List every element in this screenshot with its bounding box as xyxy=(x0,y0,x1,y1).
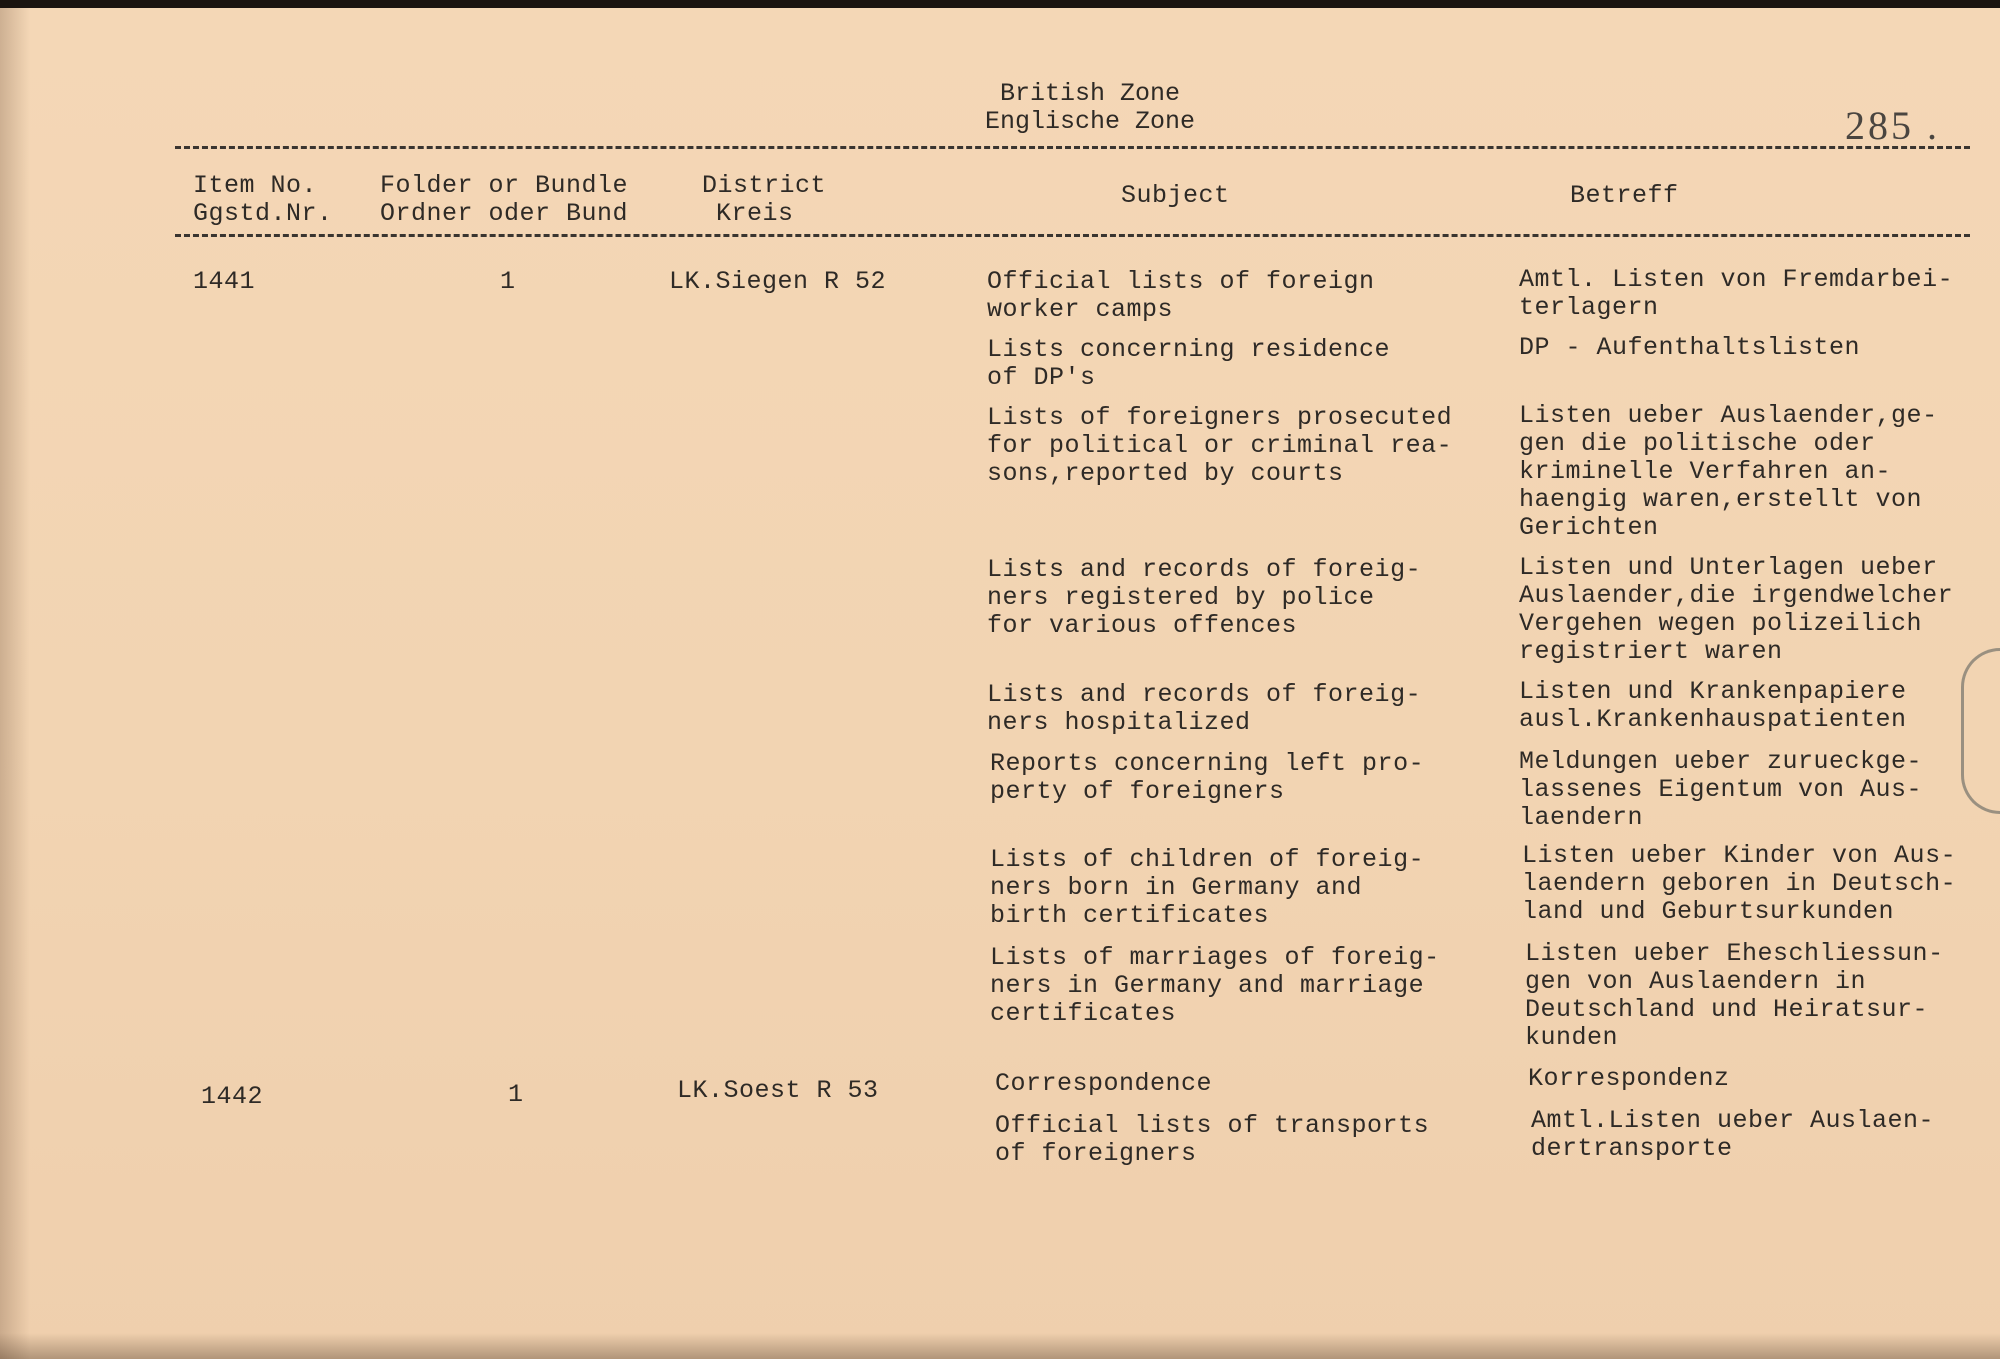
column-header-subject: Subject xyxy=(1121,181,1230,210)
district: LK.Siegen R 52 xyxy=(669,267,887,296)
column-header-betreff: Betreff xyxy=(1570,181,1679,210)
subject-entry: Lists of marriages of foreig- ners in Germany and marriage certificates xyxy=(990,943,1440,1028)
betreff-entry: Listen ueber Eheschliessun- gen von Auslaendern in Deutschland und Heiratsur- kunden xyxy=(1525,939,1944,1052)
header-bottom-rule xyxy=(175,234,1970,237)
folder-number: 1 xyxy=(508,1080,524,1109)
zone-title-de: Englische Zone xyxy=(984,107,1196,136)
betreff-entry: DP - Aufenthaltslisten xyxy=(1519,333,1861,362)
header-top-rule xyxy=(175,146,1970,149)
item-number: 1441 xyxy=(193,267,256,296)
betreff-entry: Listen und Unterlagen ueber Auslaender,die irgendwelcher Vergehen wegen polizeilich registriert waren xyxy=(1519,553,1954,666)
betreff-entry: Listen ueber Auslaender,ge- gen die politische oder kriminelle Verfahren an- haengig waren,erstellt von Gerichten xyxy=(1519,401,1938,542)
betreff-entry: Listen ueber Kinder von Aus- laendern geboren in Deutsch- land und Geburtsurkunden xyxy=(1522,841,1957,926)
subject-entry: Correspondence xyxy=(995,1069,1213,1098)
subject-entry: Lists and records of foreig- ners hospitalized xyxy=(987,680,1422,737)
zone-title-en: British Zone xyxy=(999,79,1181,108)
subject-entry: Lists of foreigners prosecuted for political or criminal rea- sons,reported by courts xyxy=(987,403,1453,488)
betreff-entry: Amtl. Listen von Fremdarbei- terlagern xyxy=(1519,265,1954,322)
subject-entry: Official lists of transports of foreigners xyxy=(995,1111,1430,1168)
column-header-district-de: Kreis xyxy=(716,199,794,228)
column-header-item-no-de: Ggstd.Nr. xyxy=(193,199,333,228)
paper-clip-edge xyxy=(1961,648,2000,814)
folder-number: 1 xyxy=(500,267,516,296)
betreff-entry: Meldungen ueber zurueckge- lassenes Eigentum von Aus- laendern xyxy=(1519,747,1923,832)
betreff-entry: Listen und Krankenpapiere ausl.Krankenhauspatienten xyxy=(1519,677,1907,734)
archive-page xyxy=(0,8,2000,1359)
column-header-folder-de: Ordner oder Bund xyxy=(380,199,629,228)
subject-entry: Lists of children of foreig- ners born in Germany and birth certificates xyxy=(990,845,1425,930)
betreff-entry: Korrespondenz xyxy=(1528,1064,1730,1093)
subject-entry: Reports concerning left pro- perty of foreigners xyxy=(990,749,1425,806)
page-number: 285 . xyxy=(1845,103,1940,148)
column-header-folder-en: Folder or Bundle xyxy=(380,171,629,200)
subject-entry: Lists concerning residence of DP's xyxy=(987,335,1391,392)
item-number: 1442 xyxy=(201,1082,264,1111)
district: LK.Soest R 53 xyxy=(677,1076,879,1105)
subject-entry: Lists and records of foreig- ners registered by police for various offences xyxy=(987,555,1422,640)
subject-entry: Official lists of foreign worker camps xyxy=(987,267,1375,324)
betreff-entry: Amtl.Listen ueber Auslaen- dertransporte xyxy=(1531,1106,1935,1163)
column-header-district-en: District xyxy=(702,171,827,200)
column-header-item-no-en: Item No. xyxy=(193,171,318,200)
